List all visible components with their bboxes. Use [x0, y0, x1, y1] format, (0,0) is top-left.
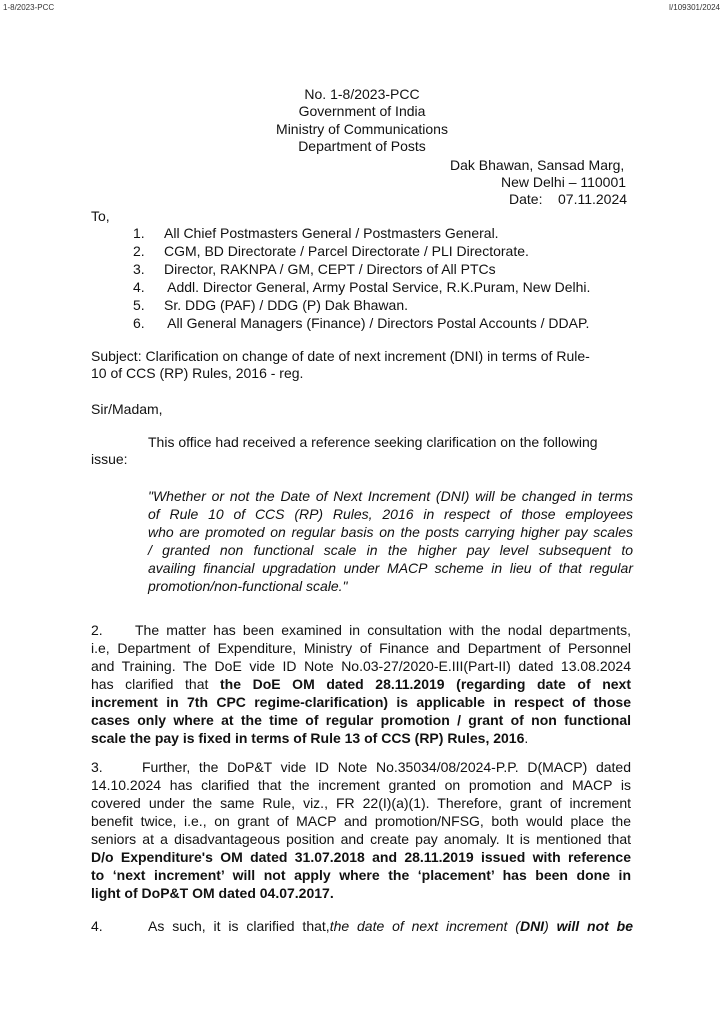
- list-item: 3. Director, RAKNPA / GM, CEPT / Directors of All PTCs: [133, 261, 496, 277]
- para-4-number: 4.: [91, 918, 103, 934]
- paragraph-2: The matter has been examined in consultation with the nodal departments, i.e, Department of Expenditure, Ministry of Finance and Department of Personnel and Training. The DoE vide ID Note No.03-27/2020-E.III(Part-II) dated 13.08.2024 has clarified that the DoE OM dated 28.11.2019 (regarding date of next increment in 7th CPC regime-clarification) is applicable in respect of those cases only where at the time of regular promotion / grant of non functional scale the pay is fixed in terms of Rule 13 of CCS (RP) Rules, 2016.: [91, 622, 631, 746]
- list-item: 1. All Chief Postmasters General / Postmasters General.: [133, 225, 499, 241]
- letter-number: No. 1-8/2023-PCC: [304, 86, 420, 102]
- list-item: 4. Addl. Director General, Army Postal Service, R.K.Puram, New Delhi.: [133, 279, 591, 295]
- salutation: Sir/Madam,: [91, 401, 163, 417]
- to-label: To,: [91, 208, 110, 224]
- paragraph-3: Further, the DoP&T vide ID Note No.35034/08/2024-P.P. D(MACP) dated 14.10.2024 has clarified that the increment granted on promotion and MACP is covered under the same Rule, viz., FR 22(I)(a)(1). Therefore, grant of increment benefit twice, i.e., on grant of MACP and promotion/NFSG, both would place the seniors at a disadvantageous position and create pay anomaly. It is mentioned that D/o Expenditure's OM dated 31.07.2018 and 28.11.2019 issued with reference to ‘next increment’ will not apply where the ‘placement’ has been done in light of DoP&T OM dated 04.07.2017.: [91, 759, 631, 901]
- intro-line-2: issue:: [91, 451, 128, 467]
- department-name: Department of Posts: [298, 138, 426, 154]
- date-value: 07.11.2024: [558, 191, 628, 207]
- ministry-name: Ministry of Communications: [276, 121, 448, 137]
- subject-line-2: 10 of CCS (RP) Rules, 2016 - reg.: [91, 365, 304, 381]
- government-of-india: Government of India: [298, 103, 426, 119]
- file-number-top-right: I/109301/2024: [668, 3, 720, 12]
- intro-line-1: This office had received a reference seeking clarification on the following: [148, 434, 598, 450]
- quoted-issue: "Whether or not the Date of Next Increment (DNI) will be changed in terms of Rule 10 of CCS (RP) Rules, 2016 in respect of those employees who are promoted on regular basis on the posts carrying higher pay scales / granted non functional scale in the higher pay level subsequent to availing financial upgradation under MACP scheme in lieu of that regular promotion/non-functional scale.": [148, 488, 633, 594]
- paragraph-4: As such, it is clarified that,the date of next increment (DNI) will not be: [148, 918, 633, 934]
- recipient-list: [133, 224, 590, 332]
- subject-line-1: Subject: Clarification on change of date of next increment (DNI) in terms of Rule-: [91, 348, 590, 364]
- address-line-1: Dak Bhawan, Sansad Marg,: [450, 157, 625, 173]
- list-item: 6. All General Managers (Finance) / Directors Postal Accounts / DDAP.: [133, 315, 590, 331]
- para-2-number: 2.: [91, 622, 103, 638]
- list-item: 2. CGM, BD Directorate / Parcel Directorate / PLI Directorate.: [133, 243, 529, 259]
- address-line-2: New Delhi – 110001: [501, 174, 627, 190]
- date-label: Date:: [509, 191, 543, 207]
- list-item: 5. Sr. DDG (PAF) / DDG (P) Dak Bhawan.: [133, 297, 409, 313]
- file-number-top-left: 1-8/2023-PCC: [3, 3, 55, 12]
- para-3-number: 3.: [91, 759, 103, 775]
